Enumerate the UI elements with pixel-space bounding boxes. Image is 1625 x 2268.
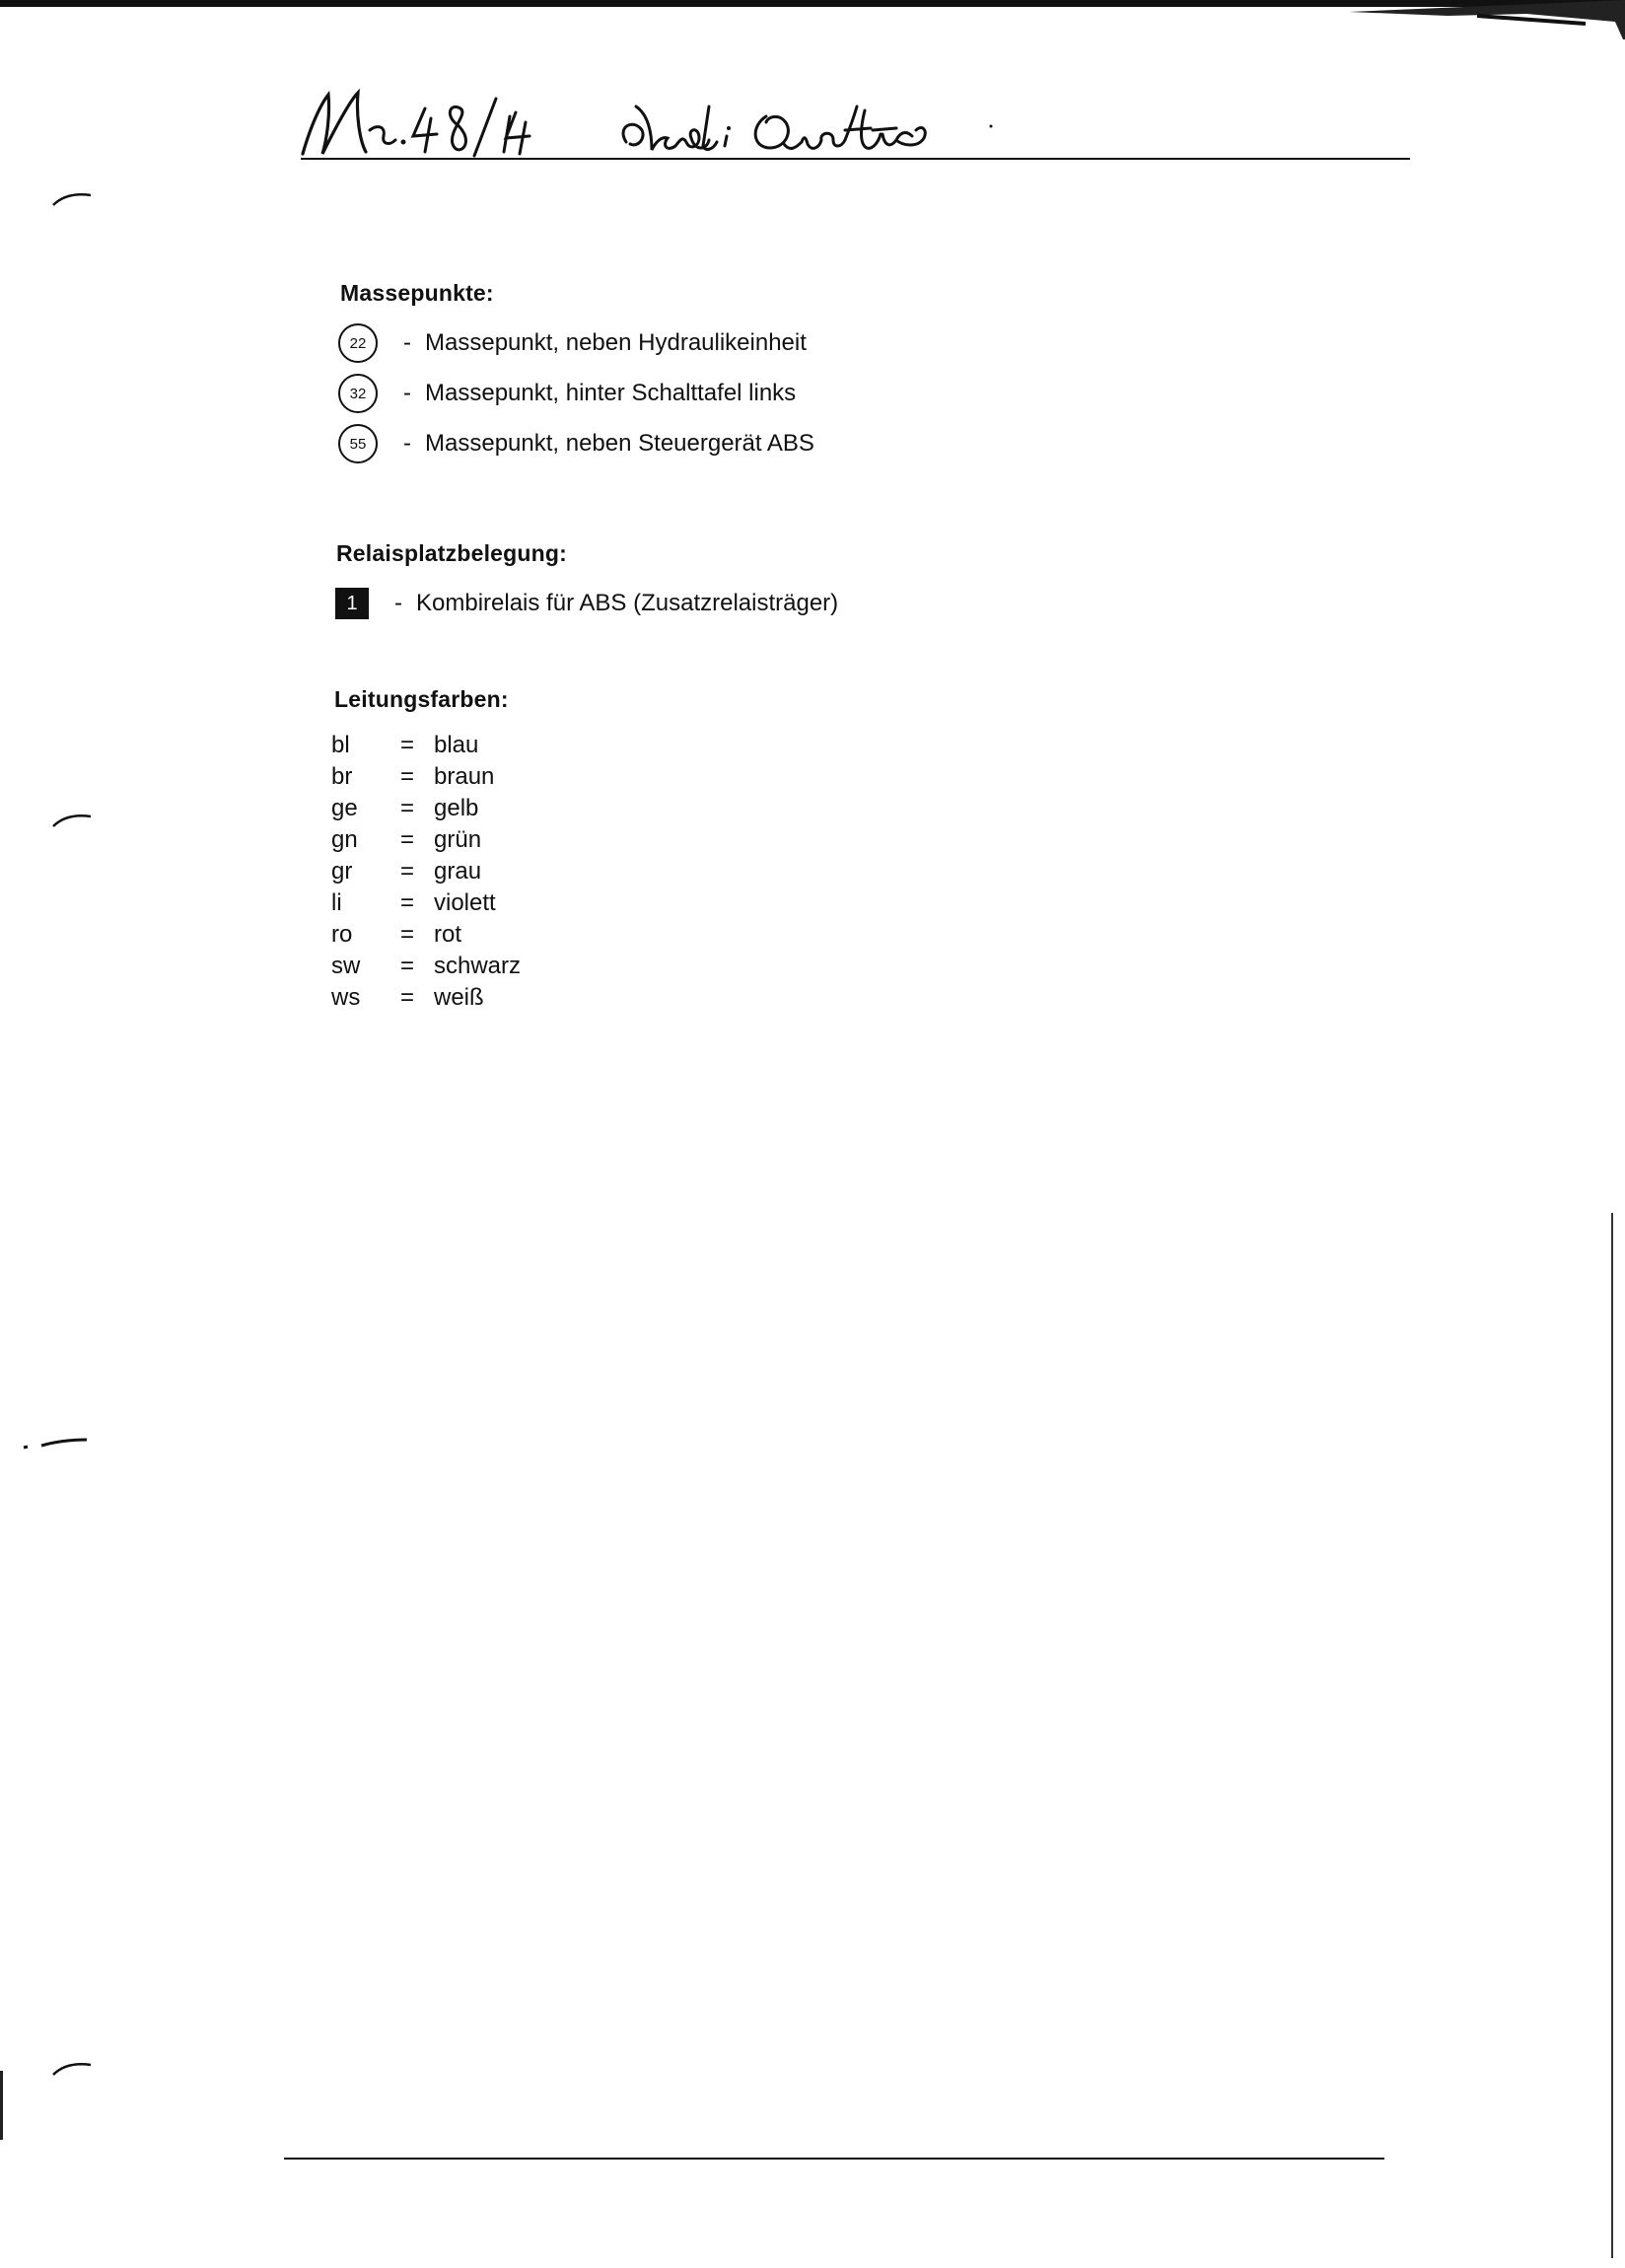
wire-color-abbr: gr bbox=[331, 858, 353, 885]
ground-point-row bbox=[338, 320, 807, 366]
equals-sign: = bbox=[400, 953, 415, 979]
binder-mark bbox=[51, 811, 95, 830]
relay-description: Kombirelais für ABS (Zusatzrelaisträger) bbox=[416, 590, 839, 616]
equals-sign: = bbox=[400, 921, 415, 948]
scan-smudge bbox=[1329, 0, 1625, 39]
wire-color-name: blau bbox=[434, 732, 479, 758]
row-dash: - bbox=[394, 590, 402, 616]
wire-color-name: schwarz bbox=[434, 953, 522, 979]
row-dash: - bbox=[403, 380, 411, 406]
relay-row bbox=[335, 588, 838, 619]
wire-color-abbr: sw bbox=[331, 953, 361, 979]
wire-colors-heading: Leitungsfarben: bbox=[334, 686, 509, 712]
ground-point-row bbox=[338, 421, 814, 466]
relay-slot-symbol: 1 bbox=[335, 588, 369, 619]
equals-sign: = bbox=[400, 858, 415, 885]
wire-color-abbr: li bbox=[331, 889, 342, 916]
handwritten-title bbox=[301, 87, 1090, 166]
equals-sign: = bbox=[400, 889, 415, 916]
scan-right-edge bbox=[1611, 1213, 1613, 2258]
wire-color-name: grün bbox=[434, 826, 482, 853]
wire-color-name: grau bbox=[434, 858, 482, 885]
wire-color-name: rot bbox=[434, 921, 462, 948]
equals-sign: = bbox=[400, 763, 415, 790]
ground-point-symbol: 32 bbox=[338, 374, 378, 413]
equals-sign: = bbox=[400, 984, 415, 1011]
wire-color-name: gelb bbox=[434, 795, 479, 821]
wire-color-abbr: bl bbox=[331, 732, 350, 758]
binder-mark bbox=[51, 2059, 95, 2079]
bottom-rule bbox=[284, 2158, 1384, 2160]
title-underline bbox=[301, 158, 1410, 160]
ground-points-heading: Massepunkte: bbox=[340, 280, 494, 306]
row-dash: - bbox=[403, 430, 411, 457]
wire-color-name: braun bbox=[434, 763, 495, 790]
wire-color-abbr: gn bbox=[331, 826, 358, 853]
relay-assignment-heading: Relaisplatzbelegung: bbox=[336, 540, 568, 566]
ground-point-symbol: 55 bbox=[338, 424, 378, 463]
wire-color-abbr: ws bbox=[331, 984, 361, 1011]
equals-sign: = bbox=[400, 826, 415, 853]
scan-left-edge bbox=[0, 2071, 3, 2140]
wire-color-abbr: br bbox=[331, 763, 353, 790]
binder-mark bbox=[51, 189, 95, 209]
row-dash: - bbox=[403, 329, 411, 356]
ground-point-description: Massepunkt, hinter Schalttafel links bbox=[425, 380, 797, 406]
ground-point-description: Massepunkt, neben Steuergerät ABS bbox=[425, 430, 814, 457]
wire-color-name: weiß bbox=[434, 984, 484, 1011]
binder-mark bbox=[22, 1434, 91, 1453]
ground-point-description: Massepunkt, neben Hydraulikeinheit bbox=[425, 329, 807, 356]
ground-point-row bbox=[338, 371, 796, 416]
ground-point-symbol: 22 bbox=[338, 323, 378, 363]
equals-sign: = bbox=[400, 795, 415, 821]
wire-color-abbr: ro bbox=[331, 921, 353, 948]
wire-color-abbr: ge bbox=[331, 795, 358, 821]
equals-sign: = bbox=[400, 732, 415, 758]
wire-color-name: violett bbox=[434, 889, 496, 916]
